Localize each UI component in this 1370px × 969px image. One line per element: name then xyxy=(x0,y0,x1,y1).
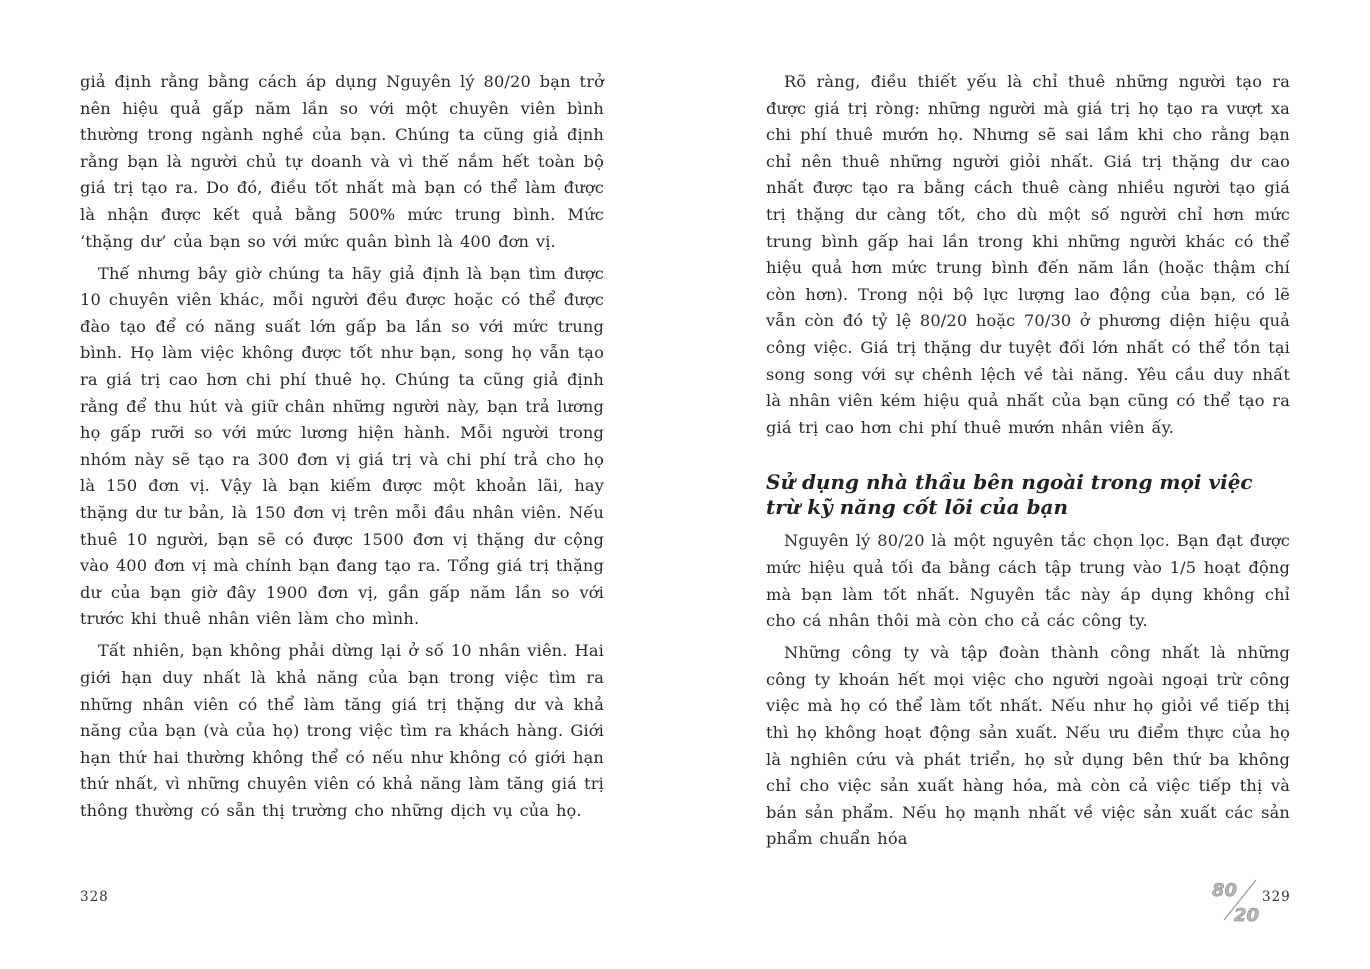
right-paragraph-2: Nguyên lý 80/20 là một nguyên tắc chọn lọc. Bạn đạt được mức hiệu quả tối đa bằng cách tập trung vào 1/5 hoạt động mà bạn làm tốt nhất. Nguyên tắc này áp dụng không chỉ cho cá nhân thôi mà còn cho cả các công ty. xyxy=(766,531,1290,631)
left-paragraph-1: giả định rằng bằng cách áp dụng Nguyên lý 80/20 bạn trở nên hiệu quả gấp năm lần so với một chuyên viên bình thường trong ngành nghề của bạn. Chúng ta cũng giả định rằng bạn là người chủ tự doanh và vì thế nắm hết toàn bộ giá trị tạo ra. Do đó, điều tốt nhất mà bạn có thể làm được là nhận được kết quả bằng 500% mức trung bình. Mức ‘thặng dư’ của bạn so với mức quân bình là 400 đơn vị. xyxy=(80,72,604,251)
right-page-number: 329 xyxy=(1262,889,1291,905)
left-page xyxy=(80,69,604,825)
left-page-number: 328 xyxy=(80,889,109,905)
right-paragraph-1: Rõ ràng, điều thiết yếu là chỉ thuê những người tạo ra được giá trị ròng: những người mà giá trị họ tạo ra vượt xa chi phí thuê mướn họ. Nhưng sẽ sai lầm khi cho rằng bạn chỉ nên thuê những người giỏi nhất. Giá trị thặng dư cao nhất được tạo ra bằng cách thuê càng nhiều người tạo giá trị thặng dư càng tốt, cho dù một số người chỉ hơn mức trung bình gấp hai lần trong khi những người khác có thể hiệu quả hơn mức trung bình đến năm lần (hoặc thậm chí còn hơn). Trong nội bộ lực lượng lao động của bạn, có lẽ vẫn còn đó tỷ lệ 80/20 hoặc 70/30 ở phương diện hiệu quả công việc. Giá trị thặng dư tuyệt đối lớn nhất có thể tồn tại song song với sự chênh lệch về tài năng. Yêu cầu duy nhất là nhân viên kém hiệu quả nhất của bạn cũng có thể tạo ra giá trị cao hơn chi phí thuê mướn nhân viên ấy. xyxy=(766,72,1290,437)
right-paragraph-3: Những công ty và tập đoàn thành công nhất là những công ty khoán hết mọi việc cho người ngoài ngoại trừ công việc mà họ có thể làm tốt nhất. Nếu như họ giỏi về tiếp thị thì họ không hoạt động sản xuất. Nếu ưu điểm thực của họ là nghiên cứu và phát triển, họ sử dụng bên thứ ba không chỉ cho việc sản xuất hàng hóa, mà còn cả việc tiếp thị và bán sản phẩm. Nếu họ mạnh nhất về việc sản xuất các sản phẩm chuẩn hóa xyxy=(766,643,1290,849)
book-logo-icon xyxy=(1210,876,1262,924)
logo-top-number: 80 xyxy=(1212,880,1238,901)
left-paragraph-2: Thế nhưng bây giờ chúng ta hãy giả định là bạn tìm được 10 chuyên viên khác, mỗi người đều được hoặc có thể được đào tạo để có năng suất lớn gấp ba lần so với mức trung bình. Họ làm việc không được tốt như bạn, song họ vẫn tạo ra giá trị cao hơn chi phí thuê họ. Chúng ta cũng giả định rằng để thu hút và giữ chân những người này, bạn trả lương họ gấp rưỡi so với mức lương hiện hành. Mỗi người trong nhóm này sẽ tạo ra 300 đơn vị giá trị và chi phí trả cho họ là 150 đơn vị. Vậy là bạn kiếm được một khoản lãi, hay thặng dư tư bản, là 150 đơn vị trên mỗi đầu nhân viên. Nếu thuê 10 người, bạn sẽ có được 1500 đơn vị thặng dư cộng vào 400 đơn vị mà chính bạn đang tạo ra. Tổng giá trị thặng dư của bạn giờ đây 1900 đơn vị, gần gấp năm lần so với trước khi thuê nhân viên làm cho mình. xyxy=(80,263,604,629)
logo-bottom-number: 20 xyxy=(1234,905,1260,924)
left-paragraph-3: Tất nhiên, bạn không phải dừng lại ở số 10 nhân viên. Hai giới hạn duy nhất là khả năng của bạn trong việc tìm ra những nhân viên có thể làm tăng giá trị thặng dư và khả năng của bạn (và của họ) trong việc tìm ra khách hàng. Giới hạn thứ hai thường không thể có nếu như không có giới hạn thứ nhất, vì những chuyên viên có khả năng làm tăng giá trị thông thường có sẵn thị trường cho những dịch vụ của họ. xyxy=(80,641,604,821)
section-heading: Sử dụng nhà thầu bên ngoài trong mọi việc trừ kỹ năng cốt lõi của bạn xyxy=(766,470,1253,520)
right-page xyxy=(766,69,1290,853)
